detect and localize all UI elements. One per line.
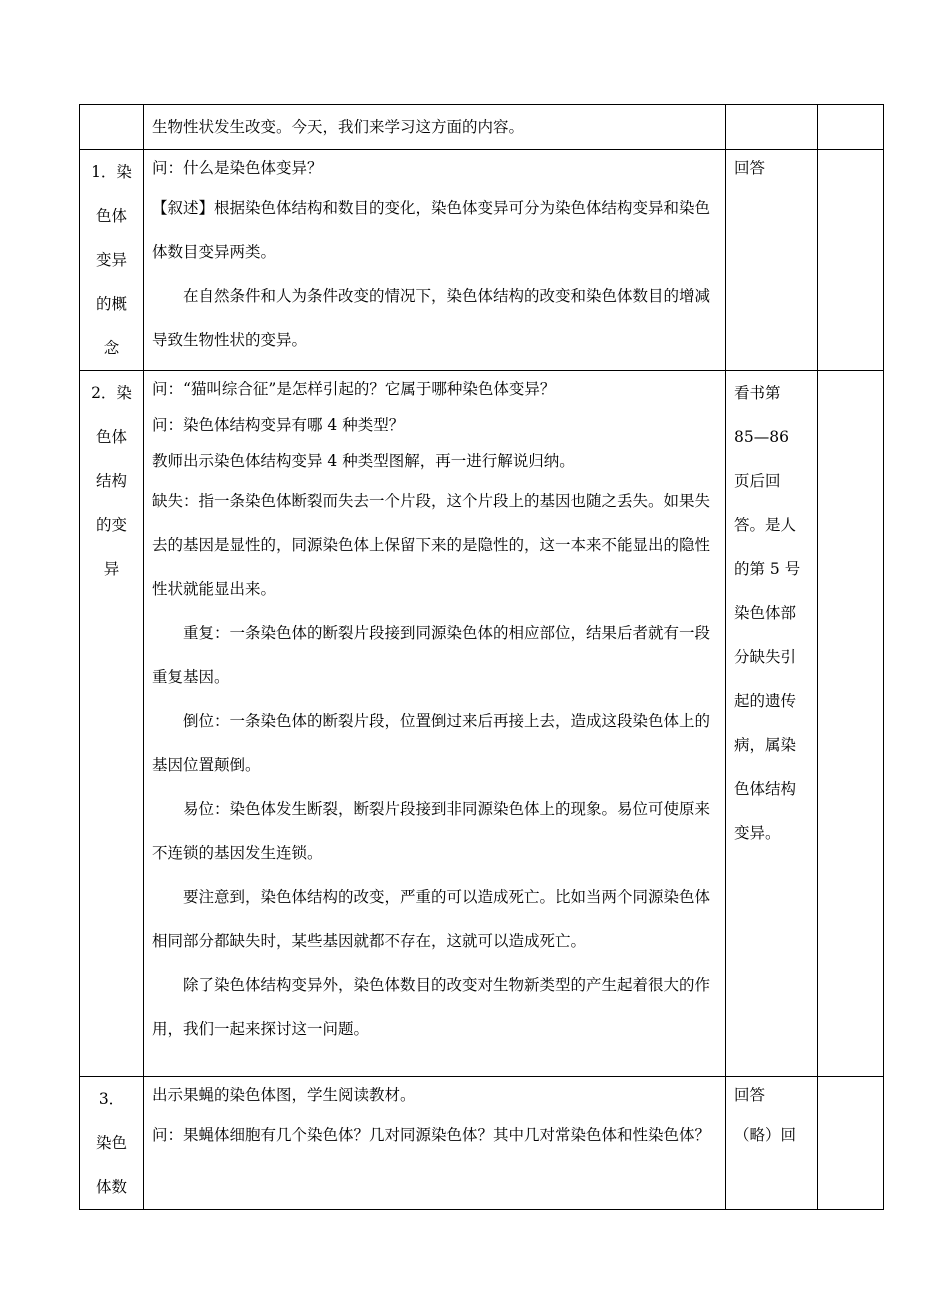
- content-paragraph: 问：什么是染色体变异？: [152, 159, 323, 177]
- lesson-table: [79, 104, 884, 1210]
- notes-cell: [818, 105, 884, 150]
- content-paragraph: 易位：染色体发生断裂，断裂片段接到非同源染色体上的现象。易位可使原来不连锁的基因发生连锁。: [152, 800, 711, 862]
- content-paragraph: 倒位：一条染色体的断裂片段，位置倒过来后再接上去，造成这段染色体上的基因位置颠倒。: [152, 712, 711, 774]
- section-label-line: 染色: [95, 1134, 127, 1152]
- activity-line: 色体结构: [734, 780, 797, 798]
- activity-line: 答。是人: [734, 516, 797, 534]
- activity-line: 回答: [734, 1086, 766, 1104]
- content-cell: [144, 1077, 726, 1210]
- section-label-line: 的概: [95, 295, 127, 313]
- section-label-cell: [80, 150, 144, 371]
- content-paragraph: 缺失：指一条染色体断裂而失去一个片段，这个片段上的基因也随之丢失。如果失去的基因是显性的，同源染色体上保留下来的是隐性的，这一本来不能显出的隐性性状就能显出来。: [152, 492, 711, 598]
- content-paragraph: 在自然条件和人为条件改变的情况下，染色体结构的改变和染色体数目的增减导致生物性状的变异。: [152, 287, 711, 349]
- content-paragraph: 出示果蝇的染色体图，学生阅读教材。: [152, 1086, 416, 1104]
- content-paragraph: 重复：一条染色体的断裂片段接到同源染色体的相应部位，结果后者就有一段重复基因。: [152, 624, 711, 686]
- content-paragraph: 【叙述】根据染色体结构和数目的变化，染色体变异可分为染色体结构变异和染色体数目变异两类。: [152, 199, 711, 261]
- activity-line: 病，属染: [734, 736, 797, 754]
- table-row: [80, 1077, 884, 1210]
- section-label-cell: [80, 1077, 144, 1210]
- section-label-line: 2．染: [91, 384, 132, 402]
- activity-line: 页后回: [734, 472, 781, 490]
- activity-line: 起的遗传: [734, 692, 797, 710]
- lesson-table-body: [80, 105, 884, 1210]
- activity-cell: [726, 105, 818, 150]
- activity-line: 回答: [734, 159, 766, 177]
- activity-line: 看书第: [734, 384, 781, 402]
- section-label-line: 的变: [95, 516, 127, 534]
- activity-line: （略）回: [734, 1126, 797, 1144]
- section-label-line: 结构: [95, 472, 127, 490]
- content-cell: [144, 105, 726, 150]
- table-row: [80, 150, 884, 371]
- activity-cell: [726, 150, 818, 371]
- content-paragraph: 问：“猫叫综合征”是怎样引起的？它属于哪种染色体变异？: [152, 380, 556, 398]
- section-label-line: 念: [103, 339, 120, 357]
- content-paragraph: 要注意到，染色体结构的改变，严重的可以造成死亡。比如当两个同源染色体相同部分都缺失时，某些基因就都不存在，这就可以造成死亡。: [152, 888, 711, 950]
- content-paragraph: 生物性状发生改变。今天，我们来学习这方面的内容。: [152, 118, 525, 136]
- content-paragraph: 问：染色体结构变异有哪 4 种类型？: [152, 416, 405, 434]
- notes-cell: [818, 150, 884, 371]
- activity-line: 染色体部: [734, 604, 797, 622]
- content-paragraph: 问：果蝇体细胞有几个染色体？几对同源染色体？其中几对常染色体和性染色体？: [152, 1126, 711, 1144]
- section-label-line: 1．染: [91, 163, 132, 181]
- section-label-cell: [80, 371, 144, 1077]
- section-label-line: 色体: [95, 428, 127, 446]
- section-label-line: 异: [103, 560, 120, 578]
- table-row: [80, 105, 884, 150]
- activity-line: 85—86: [734, 428, 789, 446]
- activity-line: 分缺失引: [734, 648, 797, 666]
- content-cell: [144, 371, 726, 1077]
- activity-line: 变异。: [734, 824, 781, 842]
- content-paragraph: 除了染色体结构变异外，染色体数目的改变对生物新类型的产生起着很大的作用，我们一起来探讨这一问题。: [152, 976, 711, 1038]
- table-row: [80, 371, 884, 1077]
- activity-cell: [726, 1077, 818, 1210]
- activity-cell: [726, 371, 818, 1077]
- section-label-line: 体数: [95, 1178, 127, 1196]
- section-label-line: 色体: [95, 207, 127, 225]
- section-label-line: 3．: [98, 1090, 125, 1108]
- notes-cell: [818, 1077, 884, 1210]
- content-cell: [144, 150, 726, 371]
- notes-cell: [818, 371, 884, 1077]
- section-label-line: 变异: [95, 251, 127, 269]
- content-paragraph: 教师出示染色体结构变异 4 种类型图解，再一进行解说归纳。: [152, 452, 575, 470]
- section-label-cell: [80, 105, 144, 150]
- activity-line: 的第 5 号: [734, 560, 801, 578]
